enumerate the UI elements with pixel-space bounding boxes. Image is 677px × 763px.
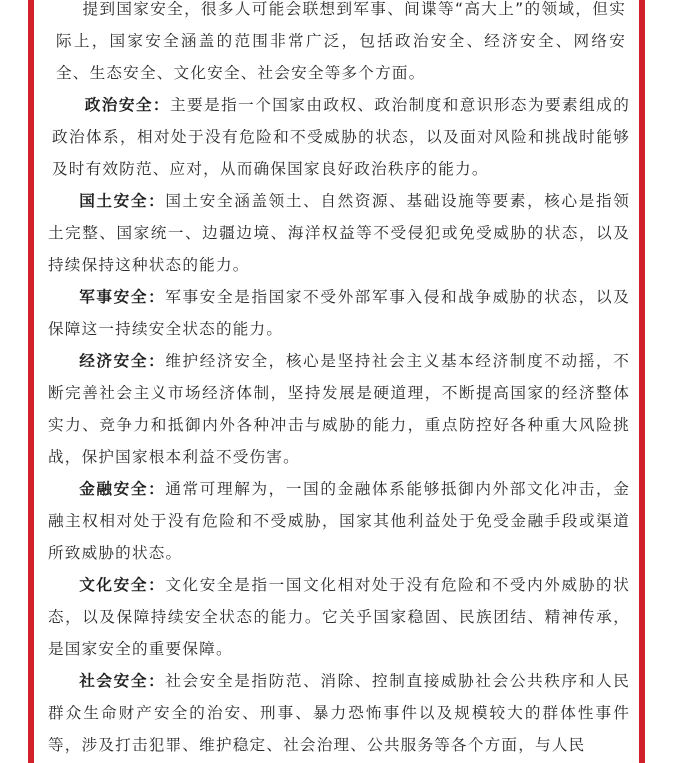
section-term: 政治安全： (84, 96, 170, 114)
section-social (48, 665, 630, 761)
section-political (48, 89, 630, 185)
section-term: 经济安全： (79, 352, 166, 370)
article-body (48, 0, 630, 761)
section-term: 社会安全： (79, 672, 166, 690)
section-term: 文化安全： (79, 576, 166, 594)
section-text: 国土安全涵盖领土、自然资源、基础设施等要素，核心是指领土完整、国家统一、边疆边境、海洋权益等不受侵犯或免受威胁的状态，以及持续保持这种状态的能力。 (48, 192, 630, 274)
left-red-border (0, 0, 34, 763)
section-text: 文化安全是指一国文化相对处于没有危险和不受内外威胁的状态，以及保障持续安全状态的能力。它关乎国家稳固、民族团结、精神传承，是国家安全的重要保障。 (48, 576, 630, 658)
right-red-border (639, 0, 677, 763)
section-territorial (48, 185, 630, 281)
section-text: 军事安全是指国家不受外部军事入侵和战争威胁的状态，以及保障这一持续安全状态的能力。 (48, 288, 630, 338)
section-military (48, 281, 630, 345)
section-term: 军事安全： (79, 288, 166, 306)
section-financial (48, 473, 630, 569)
intro-paragraph: 提到国家安全，很多人可能会联想到军事、间谍等“高大上”的领域，但实际上，国家安全涵盖的范围非常广泛，包括政治安全、经济安全、网络安全、生态安全、文化安全、社会安全等多个方面。 (56, 0, 626, 82)
section-text: 维护经济安全，核心是坚持社会主义基本经济制度不动摇，不断完善社会主义市场经济体制，坚持发展是硬道理，不断提高国家的经济整体实力、竞争力和抵御内外各种冲击与威胁的能力，重点防控好各种重大风险挑战，保护国家根本利益不受伤害。 (48, 352, 630, 466)
section-text: 主要是指一个国家由政权、政治制度和意识形态为要素组成的政治体系，相对处于没有危险和不受威胁的状态，以及面对风险和挑战时能够及时有效防范、应对，从而确保国家良好政治秩序的能力。 (52, 96, 630, 178)
section-text: 通常可理解为，一国的金融体系能够抵御内外部文化冲击，金融主权相对处于没有危险和不受威胁，国家其他利益处于免受金融手段或渠道所致威胁的状态。 (48, 480, 630, 562)
section-term: 金融安全： (79, 480, 166, 498)
section-cultural (48, 569, 630, 665)
section-text: 社会安全是指防范、消除、控制直接威胁社会公共秩序和人民群众生命财产安全的治安、刑事、暴力恐怖事件以及规模较大的群体性事件等，涉及打击犯罪、维护稳定、社会治理、公共服务等各个方面，与人民 (48, 672, 630, 754)
section-term: 国土安全： (79, 192, 166, 210)
section-economic (48, 345, 630, 473)
